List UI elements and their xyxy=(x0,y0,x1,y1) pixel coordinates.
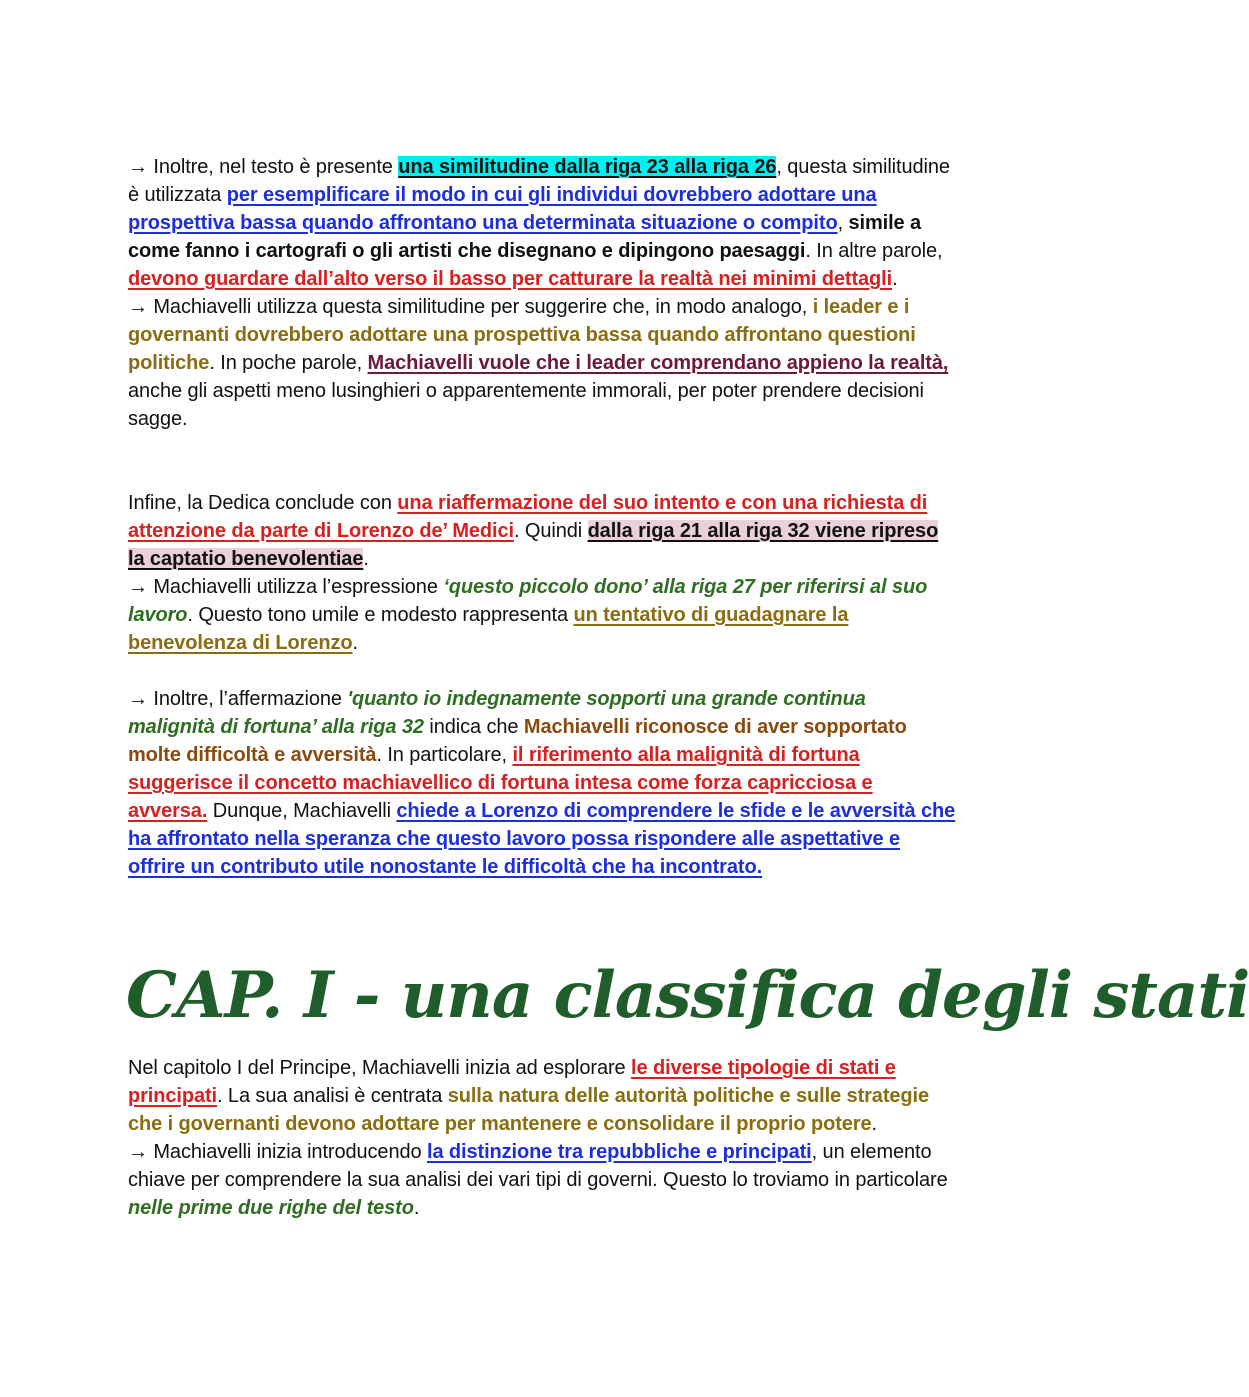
highlight-captatio-benevolentiae: dalla riga 21 alla riga 32 viene ripreso la captatio benevolentiae xyxy=(128,520,939,570)
text-run: anche gli aspetti meno lusinghieri o apparentemente immorali, per poter prendere decisioni sagge. xyxy=(128,380,924,430)
similitude-section xyxy=(128,153,956,433)
text-run: . In altre parole, xyxy=(805,240,943,262)
text-run: . xyxy=(892,268,898,290)
text-run: , un elemento chiave per comprendere la sua analisi dei vari tipi di governi. Questo lo troviamo in particolare xyxy=(128,1141,948,1191)
text-run: , questa similitudine è utilizzata xyxy=(128,156,950,206)
text-run: → Machiavelli utilizza questa similitudine per suggerire che, in modo analogo, xyxy=(128,296,813,318)
text-run: . La sua analisi è centrata xyxy=(217,1085,448,1107)
text-run: → Machiavelli utilizza l’espressione xyxy=(128,576,444,598)
text-run: Infine, la Dedica conclude con xyxy=(128,492,398,514)
text-run: . xyxy=(413,1197,420,1219)
quote-phrase: ‘questo piccolo dono’ alla riga 27 per riferirsi al suo lavoro xyxy=(128,576,928,626)
text-run: . In particolare, xyxy=(376,744,513,766)
bold-olive-phrase: sulla natura delle autorità politiche e sulle strategie che i governanti devono adottare per mantenere e consolidare il proprio potere xyxy=(128,1085,930,1135)
chapter-title: CAP. I - una classifica degli stati xyxy=(126,958,1249,1033)
text-run: → Machiavelli inizia introducendo xyxy=(128,1141,427,1163)
paragraph-similitude xyxy=(128,153,956,293)
paragraph-small-gift xyxy=(128,573,956,657)
highlight-similitude-lines: una similitudine dalla riga 23 alla riga 26 xyxy=(398,156,777,178)
text-run: → Inoltre, l’affermazione xyxy=(128,688,348,710)
text-run: . xyxy=(363,548,369,570)
fortune-section xyxy=(128,685,956,881)
underlined-blue-phrase: per esemplificare il modo in cui gli individui dovrebbero adottare una prospettiva bassa quando affrontano una determinata situazione o compito xyxy=(128,184,877,234)
underlined-red-phrase: una riaffermazione del suo intento e con una richiesta di attenzione da parte di Lorenzo de’ Medici xyxy=(128,492,928,542)
text-run: . Quindi xyxy=(513,520,588,542)
paragraph-republics-principalities xyxy=(128,1138,956,1222)
bold-brown-phrase: Machiavelli riconosce di aver sopportato molte difficoltà e avversità xyxy=(128,716,907,766)
text-run: . In poche parole, xyxy=(209,352,368,374)
bold-phrase: simile a come fanno i cartografi o gli artisti che disegnano e dipingono paesaggi xyxy=(128,212,922,262)
text-run: , xyxy=(837,212,849,234)
text-run: . Questo tono umile e modesto rappresenta xyxy=(187,604,574,626)
text-run: indica che xyxy=(423,716,524,738)
bold-olive-phrase: i leader e i governanti dovrebbero adottare una prospettiva bassa quando affrontano questioni politiche xyxy=(128,296,916,374)
underlined-purple-phrase: Machiavelli vuole che i leader comprendano appieno la realtà, xyxy=(367,352,949,374)
paragraph-chapter-intro xyxy=(128,1054,956,1138)
quote-phrase: 'quanto io indegnamente sopporti una grande continua malignità di fortuna’ alla riga 32 xyxy=(128,688,866,738)
paragraph-dedication xyxy=(128,489,956,573)
text-run: Dunque, Machiavelli xyxy=(207,800,397,822)
italic-green-phrase: nelle prime due righe del testo xyxy=(128,1197,414,1219)
underlined-blue-phrase: chiede a Lorenzo di comprendere le sfide e le avversità che ha affrontato nella speranza che questo lavoro possa rispondere alle aspettative e offrire un contributo utile nonostante le difficoltà che ha incontrato. xyxy=(128,800,956,878)
dedication-conclusion-section xyxy=(128,489,956,657)
paragraph-leaders xyxy=(128,293,956,433)
paragraph-fortune xyxy=(128,685,956,881)
text-run: → Inoltre, nel testo è presente xyxy=(128,156,399,178)
underlined-olive-phrase: un tentativo di guadagnare la benevolenza di Lorenzo xyxy=(128,604,849,654)
text-run: . xyxy=(871,1113,877,1135)
text-run: . xyxy=(352,632,358,654)
text-run: Nel capitolo I del Principe, Machiavelli inizia ad esplorare xyxy=(128,1057,632,1079)
underlined-red-phrase: le diverse tipologie di stati e principati xyxy=(128,1057,896,1107)
chapter-one-section xyxy=(128,1054,956,1222)
underlined-blue-phrase: la distinzione tra repubbliche e principati xyxy=(426,1141,812,1163)
underlined-red-phrase: il riferimento alla malignità di fortuna suggerisce il concetto machiavellico di fortuna intesa come forza capricciosa e avversa. xyxy=(128,744,873,822)
underlined-red-phrase: devono guardare dall’alto verso il basso per catturare la realtà nei minimi dettagli xyxy=(128,268,893,290)
